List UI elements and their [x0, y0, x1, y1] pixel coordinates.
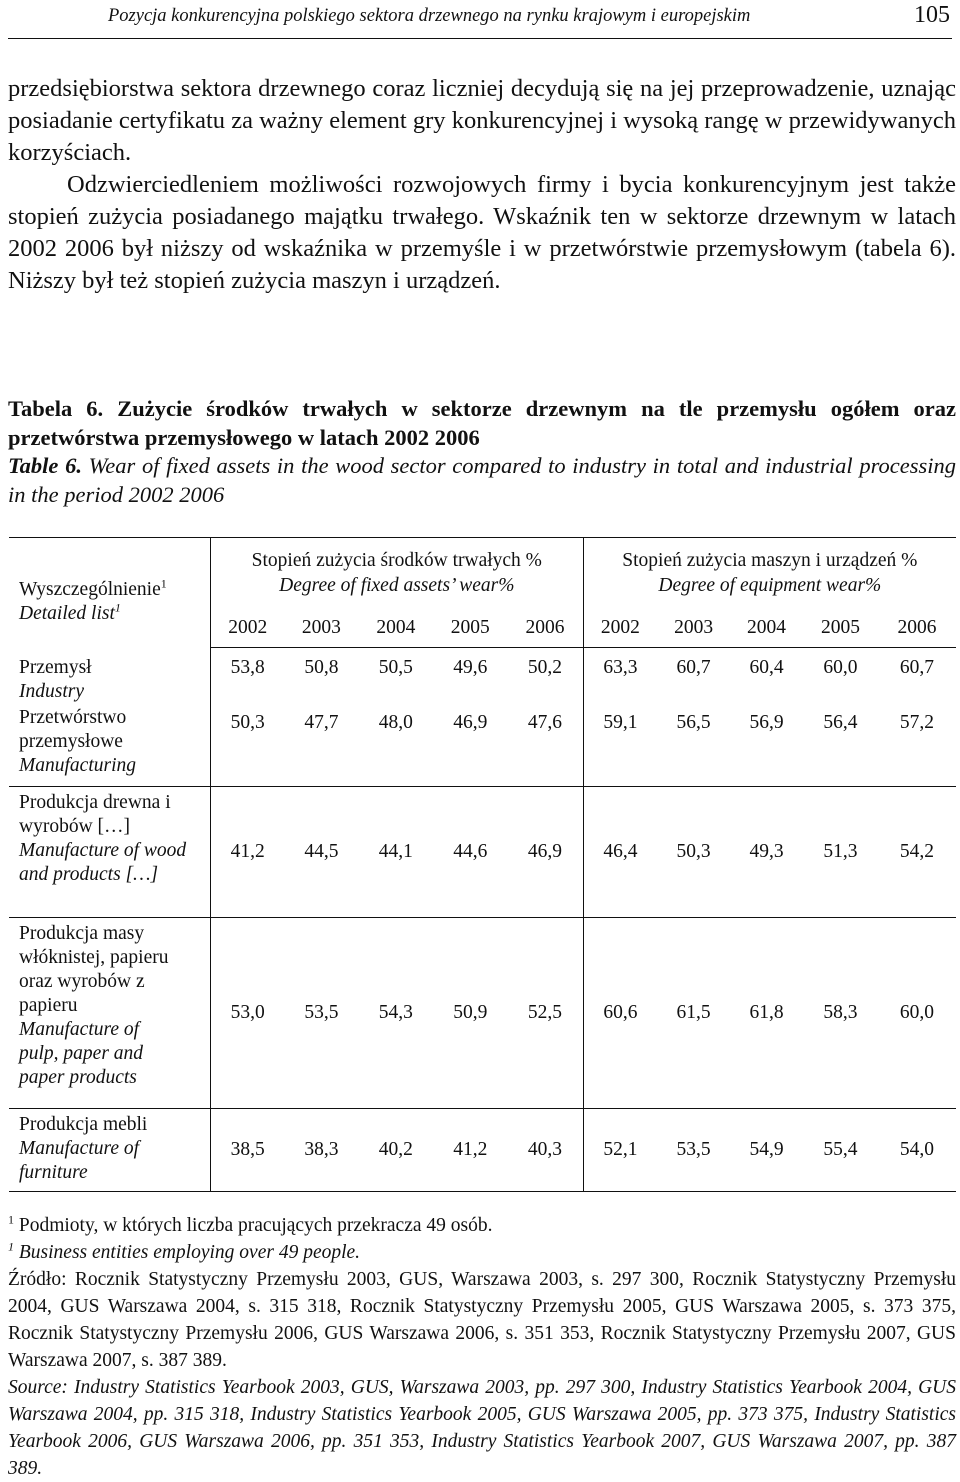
- table-row: [9, 706, 956, 787]
- caption-en-label: Table 6.: [8, 453, 82, 478]
- table-row: [9, 1108, 956, 1191]
- value-cell: 60,0: [878, 917, 956, 1108]
- value-cell: 40,3: [507, 1108, 583, 1191]
- value-cell: 44,6: [433, 786, 507, 917]
- paragraph: przedsiębiorstwa sektora drzewnego coraz liczniej decydują się na jej przeprowadzenie, uznając posiadanie certyfikatu za ważny element gry konkurencyjnej i wysoką rangę w przewidywanych korzyściach.: [8, 75, 956, 166]
- value-cell: 60,7: [899, 657, 935, 678]
- value-cell: 53,8: [230, 657, 265, 678]
- row-label: Produkcja masy włóknistej, papieru oraz wyrobów z papieru Manufacture of pulp, paper and paper products: [9, 917, 210, 1108]
- value-cell: 53,0: [210, 917, 284, 1108]
- body-text: [8, 73, 956, 297]
- value-cell: 50,9: [433, 917, 507, 1108]
- value-cell: 40,2: [358, 1108, 433, 1191]
- page-number: 105: [914, 2, 950, 28]
- column-header-detailed-list: [9, 538, 210, 648]
- year-cell: 2003: [657, 608, 730, 648]
- value-cell: 56,5: [676, 711, 711, 733]
- value-cell: 57,2: [899, 711, 935, 733]
- value-cell: 52,1: [583, 1108, 657, 1191]
- group2-en: Degree of equipment wear%: [658, 575, 882, 596]
- year-cell: 2005: [803, 608, 878, 648]
- value-cell: 54,0: [878, 1108, 956, 1191]
- value-cell: 60,6: [583, 917, 657, 1108]
- row-label: Produkcja drewna i wyrobów […] Manufacture of wood and products […]: [9, 786, 210, 917]
- value-cell: 52,5: [507, 917, 583, 1108]
- group1-pl: Stopień zużycia środków trwałych %: [251, 550, 542, 571]
- caption-en: [8, 452, 956, 509]
- group-header-equipment: [583, 538, 956, 609]
- year-cell: 2005: [433, 608, 507, 648]
- col0-en: Detailed list: [19, 602, 115, 624]
- value-cell: 41,2: [210, 786, 284, 917]
- value-cell: 60,7: [676, 657, 711, 678]
- value-cell: 51,3: [803, 786, 878, 917]
- value-cell: 49,6: [453, 657, 488, 678]
- value-cell: 53,5: [284, 917, 358, 1108]
- value-cell: 44,1: [358, 786, 433, 917]
- value-cell: 50,3: [230, 711, 265, 733]
- caption-pl: [8, 395, 956, 452]
- year-cell: 2006: [878, 608, 956, 648]
- value-cell: 59,1: [603, 711, 638, 733]
- table-row: [9, 786, 956, 917]
- value-cell: 61,8: [730, 917, 803, 1108]
- value-cell: 56,4: [823, 711, 858, 733]
- value-cell: 54,3: [358, 917, 433, 1108]
- value-cell: 44,5: [284, 786, 358, 917]
- caption-pl-label: Tabela 6.: [8, 396, 104, 421]
- year-cell: 2002: [210, 608, 284, 648]
- value-cell: 50,3: [657, 786, 730, 917]
- value-cell: 38,5: [210, 1108, 284, 1191]
- table-row: [9, 648, 956, 706]
- paragraph: Odzwierciedleniem możliwości rozwojowych firmy i bycia konkurencyjnym jest także stopień zużycia posiadanego majątku trwałego. Wskaźnik ten w sektorze drzewnym w latach 2002 2006 był niższy od wskaźnika w przemyśle i w przetwórstwie przemysłowym (tabela 6). Niższy był też stopień zużycia maszyn i urządzeń.: [8, 171, 956, 294]
- table-caption: [8, 395, 956, 509]
- caption-en-text: Wear of fixed assets in the wood sector compared to industry in total and industrial processing in the period 2002 2006: [8, 453, 956, 507]
- row-label: Przemysł Industry: [9, 648, 210, 706]
- year-cell: 2004: [358, 608, 433, 648]
- footnote-en: $^1$ Business entities employing over 49 people.: [8, 1239, 361, 1263]
- value-cell: 50,2: [507, 648, 583, 706]
- value-cell: 60,0: [823, 657, 858, 678]
- caption-pl-text: Zużycie środków trwałych w sektorze drzewnym na tle przemysłu ogółem oraz przetwórstwa przemysłowego w latach 2002 2006: [8, 396, 956, 450]
- footnotes: [8, 1212, 956, 1482]
- table-row: [9, 917, 956, 1108]
- value-cell: 46,9: [507, 786, 583, 917]
- footnote-mark: 1: [160, 576, 167, 591]
- value-cell: 55,4: [803, 1108, 878, 1191]
- value-cell: 56,9: [749, 711, 784, 733]
- year-cell: 2002: [583, 608, 657, 648]
- data-table: [9, 537, 956, 1192]
- source-en: Source: Industry Statistics Yearbook 2003, GUS, Warszawa 2003, pp. 297 300, Industry Statistics Yearbook 2004, GUS Warszawa 2004, pp. 315 318, Industry Statistics Yearbook 2005, GUS Warszawa 2005, pp. 373 375, Industry Statistics Yearbook 2006, GUS Warszawa 2006, pp. 351 353, Industry Statistics Yearbook 2007, GUS Warszawa 2007, pp. 387 389.: [8, 1377, 956, 1479]
- group1-en: Degree of fixed assets’ wear%: [279, 575, 515, 596]
- page-header: [8, 0, 952, 39]
- value-cell: 41,2: [433, 1108, 507, 1191]
- value-cell: 50,5: [378, 657, 413, 678]
- value-cell: 48,0: [378, 711, 413, 733]
- value-cell: 58,3: [803, 917, 878, 1108]
- value-cell: 63,3: [603, 657, 638, 678]
- group2-pl: Stopień zużycia maszyn i urządzeń %: [622, 550, 918, 571]
- row-label: Produkcja mebli Manufacture of furniture: [9, 1108, 210, 1191]
- year-cell: 2003: [284, 608, 358, 648]
- source-pl: Źródło: Rocznik Statystyczny Przemysłu 2003, GUS, Warszawa 2003, s. 297 300, Rocznik Statystyczny Przemysłu 2004, GUS Warszawa 2004, s. 315 318, Rocznik Statystyczny Przemysłu 2005, GUS Warszawa 2005, s. 373 375, Rocznik Statystyczny Przemysłu 2006, GUS Warszawa 2006, s. 351 353, Rocznik Statystyczny Przemysłu 2007, GUS Warszawa 2007, s. 387 389.: [8, 1269, 956, 1371]
- value-cell: 47,7: [304, 711, 339, 733]
- value-cell: 38,3: [284, 1108, 358, 1191]
- row-label: Przetwórstwo przemysłowe Manufacturing: [9, 706, 210, 787]
- value-cell: 53,5: [657, 1108, 730, 1191]
- footnote-mark: 1: [114, 600, 121, 615]
- value-cell: 47,6: [507, 706, 583, 787]
- value-cell: 61,5: [657, 917, 730, 1108]
- value-cell: 54,9: [730, 1108, 803, 1191]
- running-title: Pozycja konkurencyjna polskiego sektora drzewnego na rynku krajowym i europejskim: [108, 6, 751, 26]
- value-cell: 60,4: [749, 657, 784, 678]
- year-cell: 2004: [730, 608, 803, 648]
- value-cell: 50,8: [304, 657, 339, 678]
- value-cell: 49,3: [730, 786, 803, 917]
- group-header-fixed-assets: [210, 538, 583, 609]
- footnote-pl: $^1$ Podmioty, w których liczba pracujących przekracza 49 osób.: [8, 1212, 493, 1236]
- value-cell: 46,4: [583, 786, 657, 917]
- col0-pl: Wyszczególnienie: [19, 578, 161, 600]
- value-cell: 46,9: [453, 711, 488, 733]
- year-cell: 2006: [507, 608, 583, 648]
- value-cell: 54,2: [878, 786, 956, 917]
